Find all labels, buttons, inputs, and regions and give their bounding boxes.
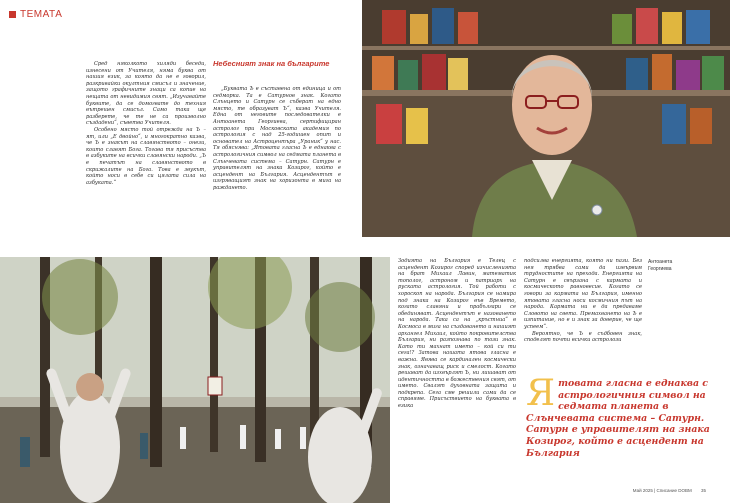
section-label: ТЕМАТА	[20, 9, 63, 20]
pull-quote	[526, 373, 722, 459]
subheading: Небесният знак на българите	[213, 59, 330, 68]
paragraph: Сред няколкото хиляди беседи, изнесени от Учителя, няма буква от нашия език, за която да не е говорил, разкривайки окултния смисъл и значение, защото графичните знаци са копие на нещата от невидимия свят. „Изучавайте буквите, да се домогвате до техния вътрешен смисъл. Само така ще разберете, че те не са произволно създадени“, съветва Учителя.	[86, 61, 206, 127]
footer-text: Май 2025 | Списание DОВМ	[632, 488, 692, 493]
bottom-column-2	[524, 258, 642, 344]
drop-cap: Я	[526, 373, 556, 414]
caption-line: Антоанета	[648, 259, 673, 265]
page-footer	[633, 488, 706, 493]
portrait-illustration	[362, 0, 730, 237]
paragraph: „Буквата Ъ е съставена от единица и от седморка. Та е Сатурнов знак. Когато Слънцето и Сатурн се съберат на едно място, те образуват Ъ“, казва Учителя. Една от неговите последователки е Антоанета Георгиева, сертифициран астролог при Московската академия по астрология с над 25-годишен опит и основател на Астроцентъра „Ураник“ у нас. Тя обяснява: „Ятовата гласна Ъ е еднаква с астрологичния символ на седмата планета в Слънчевата система – Сатурн. Сатурн е управителят на знака Козирог, който е асцендент на България. Асцендентът е изгряващият знак на хоризонта в мига на раждането.	[213, 86, 341, 191]
page-number: 35	[700, 488, 706, 493]
left-column	[86, 61, 206, 186]
section-marker-icon	[9, 11, 16, 18]
paragraph: подсилва енергията, която ни пази. Без нея трябва сами да извървим трудностите на прехода. Енергията на Сатурн е свързана с кармата и космическото равновесие. Когато се говори за кармата на България, именно ятовата гласна носи космичния път на народа. Кармата ни е да предаваме Словото на света. Премахването на Ъ е изпитание, но е и знак за доверие, че ще успеем“.	[524, 258, 642, 330]
caption-line: Георгиева	[648, 265, 672, 272]
portrait-photo	[362, 0, 730, 237]
forest-photo	[0, 257, 390, 503]
forest-illustration	[0, 257, 390, 503]
photo-caption	[648, 259, 718, 272]
pull-quote-text: товата гласна е еднаква с астрологичния символ на седмата планета в Слънчевата система – Сатурн. Сатурн е управителят на знака Козирог, който е асцендент на България	[526, 378, 710, 459]
middle-column	[213, 86, 341, 192]
bottom-column-1	[398, 258, 516, 410]
paragraph: Вероятно, че Ъ е съдбовен знак, споделят почти всички астролози	[524, 330, 642, 344]
section-tag	[9, 9, 62, 20]
paragraph: Особено място той отрежда на Ъ – ят, или „Е двойно“, и многократно казва, че Ъ е знакът на славянството – онези, които славят Бога. Тогава тя присъства в азбуките на всички славянски народи. „Ъ е печатът на славянството в скрижалите на Бога. Това е звукът, който носи в себе си цялата сила на азбуката.“	[86, 126, 206, 186]
paragraph: Зодията на България е Телец с асцендент Козирог според изчисленията на брат Михаил Лавин, математик тополог, астроном и патриарх на руската астрология. Той работи с хороскоп на народа. България се намира под знака на Козирог във Времето, когато славяни и прабългари се обединяват. Асцендентът е назоването на народа. Така са на „кръстниа“ в Космоса в мига на създаването и нашият архангел Михаил, който покровителства България, ни разпознава по този знак. Като ти махнат името – кой си ти сега!? Затова нашата ятова гласна е важна. Явява се кардинален космически знак, означаващ риск и смелост. Когато решават да изхвърлят Ъ, ни лишават от идентичността в божествения свят, от името. Свалят духовната защита и подкрепа. Сега сме решили сами да се справяме. Присъствието на буквата в езика	[398, 258, 516, 410]
